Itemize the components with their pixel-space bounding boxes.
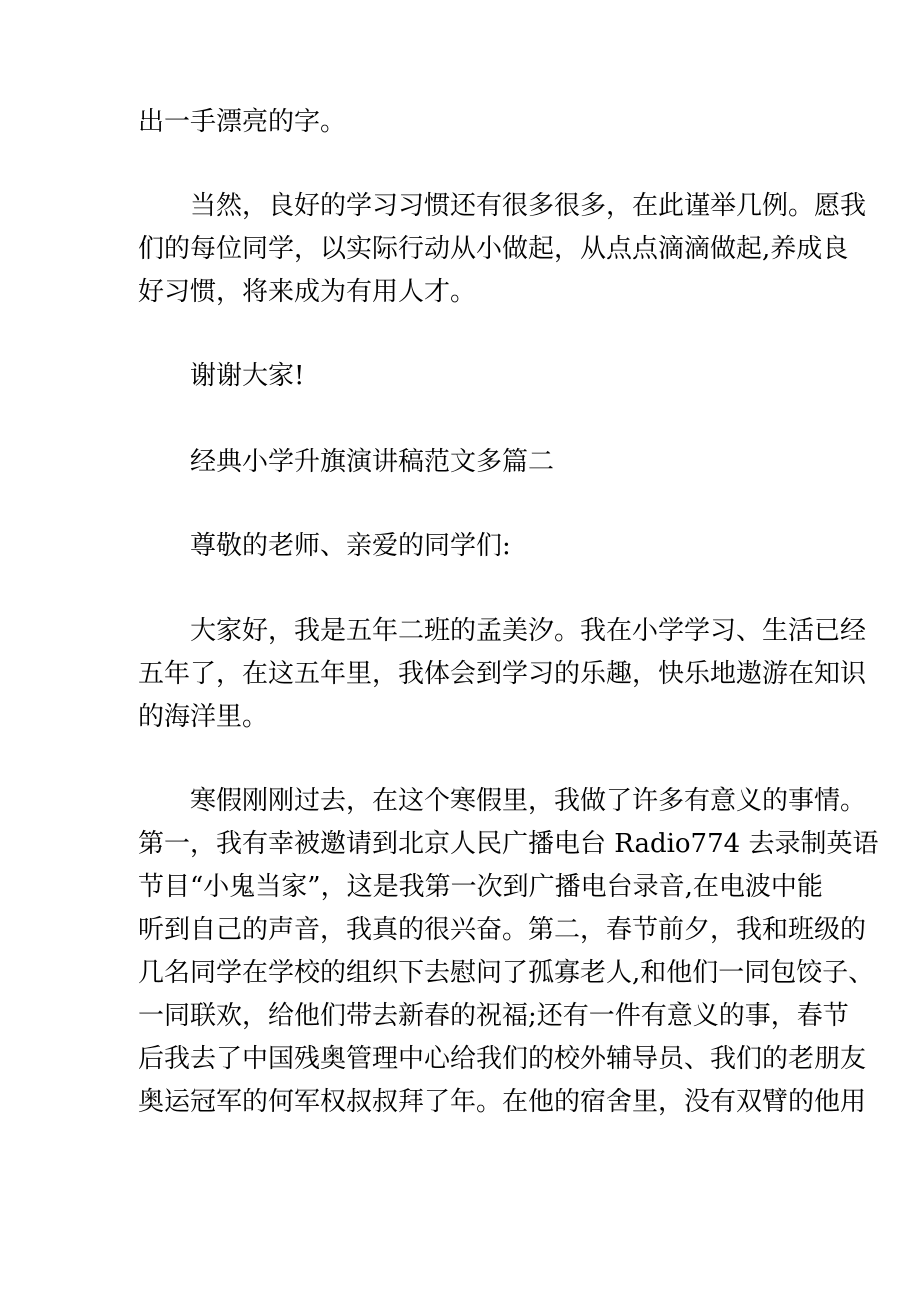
text-line: 的海洋里。 [138, 702, 269, 732]
text-line: 出一手漂亮的字。 [138, 107, 347, 137]
salutation: 尊敬的老师、亲爱的同学们: [190, 531, 511, 561]
text-line: 节目“小鬼当家”，这是我第一次到广播电台录音,在电波中能 [138, 872, 823, 902]
text-line: 奥运冠军的何军权叔叔拜了年。在他的宿舍里，没有双臂的他用 [138, 1087, 867, 1117]
text-line: 听到自己的声音，我真的很兴奋。第二，春节前夕，我和班级的 [138, 915, 867, 945]
section-heading: 经典小学升旗演讲稿范文多篇二 [190, 447, 555, 477]
text-line: 寒假刚刚过去，在这个寒假里，我做了许多有意义的事情。 [190, 786, 867, 816]
text-line: 们的每位同学，以实际行动从小做起，从点点滴滴做起,养成良 [138, 234, 849, 264]
text-line: 当然，良好的学习习惯还有很多很多，在此谨举几例。愿我 [190, 191, 867, 221]
text-line: 第一，我有幸被邀请到北京人民广播电台 Radio774 去录制英语 [138, 829, 879, 859]
text-line: 后我去了中国残奥管理中心给我们的校外辅导员、我们的老朋友 [138, 1044, 867, 1074]
text-line: 好习惯，将来成为有用人才。 [138, 277, 477, 307]
text-line: 几名同学在学校的组织下去慰问了孤寡老人,和他们一同包饺子、 [138, 958, 875, 988]
text-line: 大家好，我是五年二班的孟美汐。我在小学学习、生活已经 [190, 616, 867, 646]
text-line: 五年了，在这五年里，我体会到学习的乐趣，快乐地遨游在知识 [138, 659, 867, 689]
text-line: 一同联欢，给他们带去新春的祝福;还有一件有意义的事，春节 [138, 1001, 849, 1031]
closing-thanks: 谢谢大家! [190, 361, 305, 391]
